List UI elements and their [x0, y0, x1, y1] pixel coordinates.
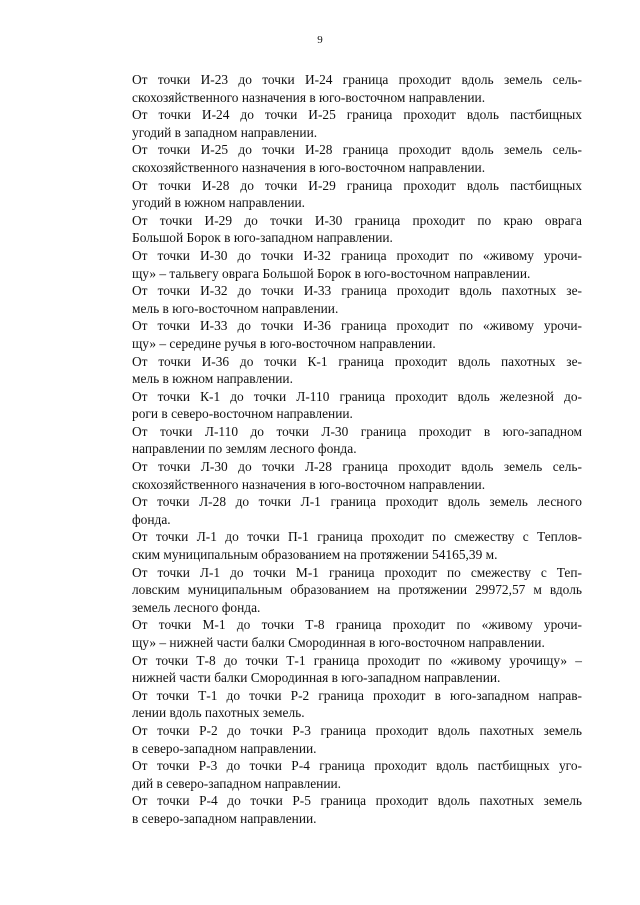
- text-line: От точки Т-8 до точки Т-1 граница проходит по «живому урочищу» –: [132, 652, 582, 668]
- text-line: От точки Т-1 до точки Р-2 граница проходит в юго-западном направ-: [132, 687, 582, 703]
- paragraph: [112, 493, 582, 528]
- paragraph: [112, 528, 582, 563]
- text-line: От точки И-25 до точки И-28 граница проходит вдоль земель сель-: [132, 142, 582, 158]
- paragraph: [112, 388, 582, 423]
- text-line: От точки И-30 до точки И-32 граница проходит по «живому урочи-: [132, 247, 582, 263]
- text-line: фонда.: [132, 511, 171, 527]
- text-line: ловским муниципальным образованием на протяжении 29972,57 м вдоль: [132, 582, 582, 598]
- paragraph: [112, 616, 582, 651]
- paragraph: [112, 353, 582, 388]
- paragraph: [112, 71, 582, 106]
- text-line: скохозяйственного назначения в юго-восточном направлении.: [132, 89, 486, 105]
- text-line: в северо-западном направлении.: [132, 740, 317, 756]
- text-line: щу» – середине ручья в юго-восточном направлении.: [132, 335, 436, 351]
- text-line: в северо-западном направлении.: [132, 810, 317, 826]
- paragraph: [112, 177, 582, 212]
- text-line: От точки И-23 до точки И-24 граница проходит вдоль земель сель-: [132, 72, 582, 87]
- paragraph: [112, 423, 582, 458]
- paragraph: [112, 652, 582, 687]
- paragraph: [112, 106, 582, 141]
- text-line: От точки Л-30 до точки Л-28 граница проходит вдоль земель сель-: [132, 459, 582, 475]
- text-line: угодий в южном направлении.: [132, 195, 306, 211]
- text-line: От точки Л-1 до точки П-1 граница проходит по смежеству с Теплов-: [132, 529, 582, 545]
- text-line: направлении по землям лесного фонда.: [132, 441, 357, 457]
- text-line: роги в северо-восточном направлении.: [132, 406, 353, 422]
- text-line: скохозяйственного назначения в юго-восточном направлении.: [132, 476, 486, 492]
- text-line: щу» – нижней части балки Смородинная в юго-восточном направлении.: [132, 635, 545, 650]
- text-line: щу» – тальвегу оврага Большой Борок в юго-восточном направлении.: [132, 265, 531, 281]
- text-line: От точки И-32 до точки И-33 граница проходит вдоль пахотных зе-: [132, 283, 582, 299]
- text-line: От точки И-29 до точки И-30 граница проходит по краю оврага: [132, 212, 582, 228]
- text-line: нижней части балки Смородинная в юго-западном направлении.: [132, 670, 501, 686]
- paragraph: [112, 282, 582, 317]
- paragraph: [112, 458, 582, 493]
- text-line: От точки К-1 до точки Л-110 граница проходит вдоль железной до-: [132, 388, 582, 404]
- paragraph: [112, 687, 582, 722]
- page-number: 9: [317, 34, 323, 46]
- paragraph: [112, 212, 582, 247]
- text-line: дий в северо-западном направлении.: [132, 775, 342, 791]
- text-line: От точки Р-3 до точки Р-4 граница проходит вдоль пастбищных уго-: [132, 758, 582, 774]
- text-line: мель в юго-восточном направлении.: [132, 300, 339, 316]
- paragraph: [112, 564, 582, 617]
- paragraph: [112, 317, 582, 352]
- text-line: От точки И-24 до точки И-25 граница проходит вдоль пастбищных: [132, 107, 582, 123]
- text-line: скохозяйственного назначения в юго-восточном направлении.: [132, 159, 486, 175]
- paragraph: [112, 757, 582, 792]
- paragraph: [112, 247, 582, 282]
- text-line: земель лесного фонда.: [132, 599, 261, 615]
- text-line: угодий в западном направлении.: [132, 124, 318, 140]
- text-line: От точки Л-28 до точки Л-1 граница проходит вдоль земель лесного: [132, 494, 582, 510]
- paragraph: [112, 792, 582, 827]
- text-line: От точки И-28 до точки И-29 граница проходит вдоль пастбищных: [132, 177, 582, 193]
- document-body: [112, 71, 582, 828]
- text-line: От точки Р-4 до точки Р-5 граница проходит вдоль пахотных земель: [132, 793, 582, 809]
- text-line: От точки И-33 до точки И-36 граница проходит по «живому урочи-: [132, 318, 582, 334]
- text-line: От точки Л-1 до точки М-1 граница проходит по смежеству с Теп-: [132, 564, 582, 580]
- text-line: Большой Борок в юго-западном направлении.: [132, 230, 393, 246]
- text-line: От точки М-1 до точки Т-8 граница проходит по «живому урочи-: [132, 617, 582, 633]
- text-line: мель в южном направлении.: [132, 371, 293, 387]
- text-line: От точки И-36 до точки К-1 граница проходит вдоль пахотных зе-: [132, 353, 582, 369]
- text-line: От точки Л-110 до точки Л-30 граница проходит в юго-западном: [132, 423, 582, 439]
- text-line: лении вдоль пахотных земель.: [132, 705, 305, 721]
- text-line: От точки Р-2 до точки Р-3 граница проходит вдоль пахотных земель: [132, 722, 582, 738]
- text-line: ским муниципальным образованием на протяжении 54165,39 м.: [132, 547, 498, 563]
- paragraph: [112, 141, 582, 176]
- paragraph: [112, 722, 582, 757]
